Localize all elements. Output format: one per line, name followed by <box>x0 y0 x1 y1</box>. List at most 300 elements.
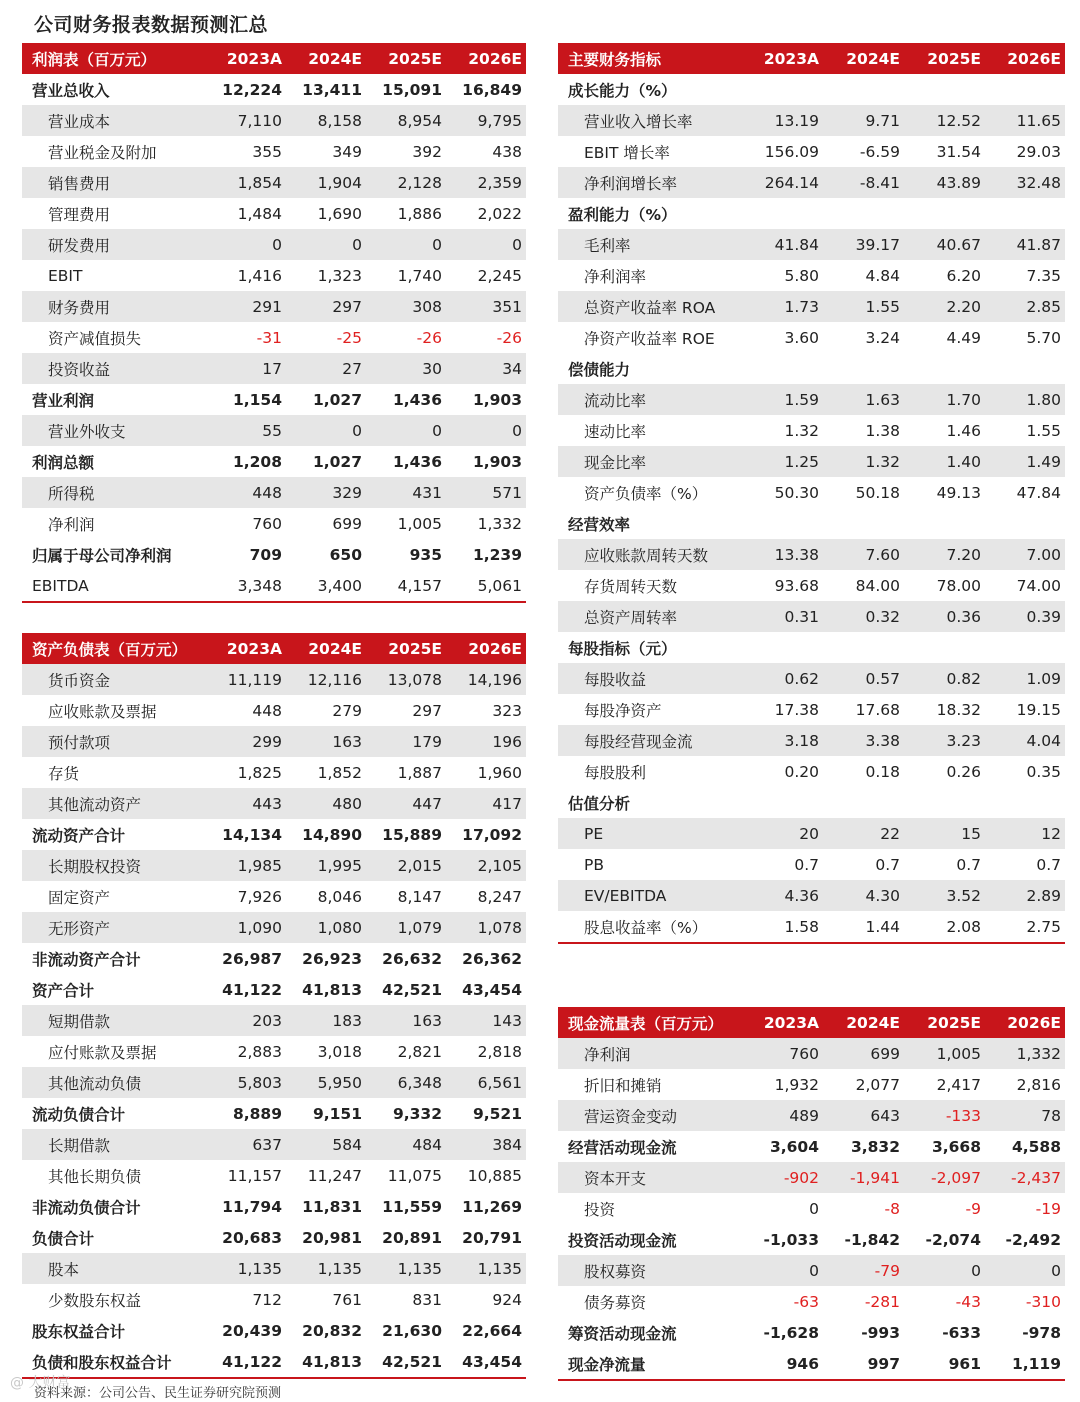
cell-value: 3,832 <box>823 1131 904 1162</box>
table-row <box>22 1005 526 1036</box>
table-row <box>22 1346 526 1378</box>
cell-value: 1.25 <box>743 446 823 477</box>
cell-value: 50.18 <box>823 477 904 508</box>
row-label: 经营活动现金流 <box>558 1131 743 1162</box>
table-row <box>22 322 526 353</box>
row-label: 净利润 <box>558 1038 743 1069</box>
cell-value: 1,995 <box>286 850 366 881</box>
cash-flow-table <box>558 1007 1065 1381</box>
cell-value: 447 <box>366 788 446 819</box>
row-label: 管理费用 <box>22 198 206 229</box>
cell-value: 1,903 <box>446 446 526 477</box>
cell-value: 355 <box>206 136 286 167</box>
cell-value: 0.7 <box>904 849 985 880</box>
cell-value: 7,926 <box>206 881 286 912</box>
cell-value <box>743 787 823 818</box>
cell-value: 42,521 <box>366 974 446 1005</box>
cell-value: 156.09 <box>743 136 823 167</box>
table-row <box>558 384 1065 415</box>
table-row <box>558 353 1065 384</box>
cell-value: -8.41 <box>823 167 904 198</box>
cell-value: 6,561 <box>446 1067 526 1098</box>
cell-value: 1.55 <box>985 415 1065 446</box>
row-label: 现金比率 <box>558 446 743 477</box>
row-label: 净资产收益率 ROE <box>558 322 743 353</box>
cell-value: 1,135 <box>446 1253 526 1284</box>
cell-value: 14,196 <box>446 664 526 695</box>
cell-value: 7.20 <box>904 539 985 570</box>
cell-value <box>743 632 823 663</box>
row-label: 固定资产 <box>22 881 206 912</box>
table-row <box>22 1129 526 1160</box>
cell-value: 0 <box>286 415 366 446</box>
cell-value <box>743 198 823 229</box>
cell-value: -993 <box>823 1317 904 1348</box>
cell-value: 84.00 <box>823 570 904 601</box>
cell-value: 50.30 <box>743 477 823 508</box>
table-row <box>558 508 1065 539</box>
cell-value: 291 <box>206 291 286 322</box>
cell-value: 0.62 <box>743 663 823 694</box>
cell-value: -978 <box>985 1317 1065 1348</box>
cell-value: 26,362 <box>446 943 526 974</box>
row-label: 偿债能力 <box>558 353 743 384</box>
cell-value: 760 <box>206 508 286 539</box>
row-label: 总资产周转率 <box>558 601 743 632</box>
cell-value: 1,027 <box>286 446 366 477</box>
cell-value: -902 <box>743 1162 823 1193</box>
cell-value <box>904 353 985 384</box>
cell-value: 20,891 <box>366 1222 446 1253</box>
cell-value: 2,816 <box>985 1069 1065 1100</box>
table-row <box>558 1131 1065 1162</box>
cell-value: 7.60 <box>823 539 904 570</box>
cell-value: 0.36 <box>904 601 985 632</box>
cell-value: 9,795 <box>446 105 526 136</box>
table-row <box>558 1100 1065 1131</box>
cell-value: 18.32 <box>904 694 985 725</box>
row-label: EBIT 增长率 <box>558 136 743 167</box>
year-header: 2025E <box>366 43 446 74</box>
cell-value: 1.59 <box>743 384 823 415</box>
cell-value: 12 <box>985 818 1065 849</box>
cell-value: 22 <box>823 818 904 849</box>
cell-value: 14,890 <box>286 819 366 850</box>
table-row <box>22 477 526 508</box>
cell-value <box>743 74 823 105</box>
cell-value: 323 <box>446 695 526 726</box>
cell-value: 0.7 <box>985 849 1065 880</box>
cell-value: 0.20 <box>743 756 823 787</box>
row-label: 净利润增长率 <box>558 167 743 198</box>
cell-value: 11,269 <box>446 1191 526 1222</box>
cell-value: 308 <box>366 291 446 322</box>
cell-value: 2,105 <box>446 850 526 881</box>
table-title: 主要财务指标 <box>558 43 743 74</box>
cell-value: 489 <box>743 1100 823 1131</box>
row-label: EV/EBITDA <box>558 880 743 911</box>
cell-value <box>743 353 823 384</box>
cell-value: 4.04 <box>985 725 1065 756</box>
cell-value: 5,061 <box>446 570 526 602</box>
table-row <box>558 694 1065 725</box>
cell-value: -26 <box>366 322 446 353</box>
income-statement-table <box>22 43 526 603</box>
table-row <box>558 787 1065 818</box>
row-label: 总资产收益率 ROA <box>558 291 743 322</box>
cell-value: 8,889 <box>206 1098 286 1129</box>
cell-value: 1.58 <box>743 911 823 943</box>
year-header: 2025E <box>904 43 985 74</box>
table-row <box>558 198 1065 229</box>
cell-value: -6.59 <box>823 136 904 167</box>
table-row <box>22 1098 526 1129</box>
cell-value: 11,559 <box>366 1191 446 1222</box>
cell-value: 571 <box>446 477 526 508</box>
row-label: PB <box>558 849 743 880</box>
cell-value: 1,436 <box>366 446 446 477</box>
cell-value: 163 <box>286 726 366 757</box>
cell-value <box>823 508 904 539</box>
table-row <box>558 1162 1065 1193</box>
year-header: 2025E <box>904 1007 985 1038</box>
cell-value: 3,400 <box>286 570 366 602</box>
cell-value: 0.57 <box>823 663 904 694</box>
cell-value: 41.84 <box>743 229 823 260</box>
cell-value: 12,116 <box>286 664 366 695</box>
row-label: 每股指标（元） <box>558 632 743 663</box>
cell-value: 1,740 <box>366 260 446 291</box>
table-row <box>22 508 526 539</box>
row-label: 每股股利 <box>558 756 743 787</box>
cell-value <box>904 632 985 663</box>
table-row <box>558 446 1065 477</box>
cell-value <box>985 632 1065 663</box>
cell-value: 1.80 <box>985 384 1065 415</box>
cell-value: -1,033 <box>743 1224 823 1255</box>
cell-value: 1,332 <box>985 1038 1065 1069</box>
table-row <box>22 788 526 819</box>
cell-value: 2,022 <box>446 198 526 229</box>
table-row <box>22 695 526 726</box>
table-row <box>558 415 1065 446</box>
table-row <box>558 136 1065 167</box>
table-header-row <box>558 1007 1065 1038</box>
cell-value: 4.84 <box>823 260 904 291</box>
cell-value: 1,887 <box>366 757 446 788</box>
year-header: 2024E <box>286 43 366 74</box>
cell-value: 39.17 <box>823 229 904 260</box>
row-label: 速动比率 <box>558 415 743 446</box>
row-label: 长期借款 <box>22 1129 206 1160</box>
cell-value: 8,046 <box>286 881 366 912</box>
row-label: 成长能力（%） <box>558 74 743 105</box>
row-label: 长期股权投资 <box>22 850 206 881</box>
row-label: 财务费用 <box>22 291 206 322</box>
cell-value: 0 <box>286 229 366 260</box>
row-label: 盈利能力（%） <box>558 198 743 229</box>
cell-value <box>823 353 904 384</box>
row-label: 资本开支 <box>558 1162 743 1193</box>
table-row <box>558 1193 1065 1224</box>
cell-value: 448 <box>206 695 286 726</box>
cell-value: 584 <box>286 1129 366 1160</box>
cell-value: 43,454 <box>446 1346 526 1378</box>
cell-value: 17,092 <box>446 819 526 850</box>
cell-value: 0 <box>985 1255 1065 1286</box>
row-label: 所得税 <box>22 477 206 508</box>
cell-value: 3.24 <box>823 322 904 353</box>
cell-value: 1,886 <box>366 198 446 229</box>
cell-value: 349 <box>286 136 366 167</box>
cell-value: 40.67 <box>904 229 985 260</box>
cell-value: 4,157 <box>366 570 446 602</box>
cell-value: 11,119 <box>206 664 286 695</box>
cell-value: 2,883 <box>206 1036 286 1067</box>
cell-value: 5,803 <box>206 1067 286 1098</box>
cell-value: 0 <box>743 1255 823 1286</box>
table-row <box>22 415 526 446</box>
cell-value: 15,889 <box>366 819 446 850</box>
cell-value: 6,348 <box>366 1067 446 1098</box>
cell-value <box>904 198 985 229</box>
year-header: 2026E <box>446 43 526 74</box>
cell-value: 1,080 <box>286 912 366 943</box>
cell-value: 935 <box>366 539 446 570</box>
key-indicators-table <box>558 43 1065 944</box>
row-label: 营运资金变动 <box>558 1100 743 1131</box>
table-row <box>22 1160 526 1191</box>
cell-value: 11,794 <box>206 1191 286 1222</box>
table-row <box>558 167 1065 198</box>
cell-value: 637 <box>206 1129 286 1160</box>
cell-value: 11,075 <box>366 1160 446 1191</box>
cell-value: -26 <box>446 322 526 353</box>
year-header: 2025E <box>366 633 446 664</box>
row-label: 折旧和摊销 <box>558 1069 743 1100</box>
cell-value: 438 <box>446 136 526 167</box>
cell-value: 1,854 <box>206 167 286 198</box>
cell-value: -79 <box>823 1255 904 1286</box>
cell-value: 41,122 <box>206 1346 286 1378</box>
cell-value: 0.7 <box>823 849 904 880</box>
cell-value: 2,015 <box>366 850 446 881</box>
cell-value: 8,247 <box>446 881 526 912</box>
table-row <box>22 291 526 322</box>
table-row <box>22 105 526 136</box>
table-row <box>22 1253 526 1284</box>
cell-value: 26,632 <box>366 943 446 974</box>
cell-value: 12,224 <box>206 74 286 105</box>
cell-value <box>985 74 1065 105</box>
row-label: 每股经营现金流 <box>558 725 743 756</box>
cell-value: 1.63 <box>823 384 904 415</box>
cell-value: 297 <box>286 291 366 322</box>
cell-value: -310 <box>985 1286 1065 1317</box>
row-label: 现金净流量 <box>558 1348 743 1380</box>
cell-value: 1.73 <box>743 291 823 322</box>
cell-value: 20,981 <box>286 1222 366 1253</box>
cell-value: 0.18 <box>823 756 904 787</box>
cell-value: 831 <box>366 1284 446 1315</box>
row-label: 应付账款及票据 <box>22 1036 206 1067</box>
cell-value: 1.38 <box>823 415 904 446</box>
row-label: 投资收益 <box>22 353 206 384</box>
table-row <box>22 74 526 105</box>
row-label: 净利润率 <box>558 260 743 291</box>
cell-value: 2,245 <box>446 260 526 291</box>
table-row <box>558 1069 1065 1100</box>
row-label: 应收账款及票据 <box>22 695 206 726</box>
cell-value: 16,849 <box>446 74 526 105</box>
cell-value: 5.70 <box>985 322 1065 353</box>
cell-value <box>904 74 985 105</box>
cell-value: 143 <box>446 1005 526 1036</box>
row-label: 每股净资产 <box>558 694 743 725</box>
table-row <box>22 1222 526 1253</box>
balance-sheet-table <box>22 633 526 1379</box>
cell-value: 7.00 <box>985 539 1065 570</box>
row-label: 营业利润 <box>22 384 206 415</box>
table-row <box>22 353 526 384</box>
table-row <box>558 570 1065 601</box>
cell-value: 1,932 <box>743 1069 823 1100</box>
row-label: 筹资活动现金流 <box>558 1317 743 1348</box>
table-title: 现金流量表（百万元） <box>558 1007 743 1038</box>
cell-value: 3,348 <box>206 570 286 602</box>
cell-value: 2,077 <box>823 1069 904 1100</box>
row-label: 少数股东权益 <box>22 1284 206 1315</box>
cell-value: 417 <box>446 788 526 819</box>
cell-value: -43 <box>904 1286 985 1317</box>
cell-value <box>904 787 985 818</box>
cell-value: 20,439 <box>206 1315 286 1346</box>
cell-value <box>823 74 904 105</box>
table-row <box>22 136 526 167</box>
row-label: 资产合计 <box>22 974 206 1005</box>
cell-value: 1,985 <box>206 850 286 881</box>
table-row <box>22 1036 526 1067</box>
row-label: 其他流动负债 <box>22 1067 206 1098</box>
cell-value: 26,923 <box>286 943 366 974</box>
cell-value: 1,154 <box>206 384 286 415</box>
table-row <box>22 943 526 974</box>
cell-value: 0.35 <box>985 756 1065 787</box>
row-label: 非流动资产合计 <box>22 943 206 974</box>
row-label: 营业成本 <box>22 105 206 136</box>
year-header: 2024E <box>823 1007 904 1038</box>
cell-value: 299 <box>206 726 286 757</box>
table-header-row <box>22 43 526 74</box>
cell-value: 431 <box>366 477 446 508</box>
table-row <box>22 912 526 943</box>
cell-value: 20,683 <box>206 1222 286 1253</box>
cell-value: 17.68 <box>823 694 904 725</box>
cell-value: 3,018 <box>286 1036 366 1067</box>
cell-value: 3.60 <box>743 322 823 353</box>
table-row <box>558 539 1065 570</box>
cell-value: 384 <box>446 1129 526 1160</box>
cell-value: 2.20 <box>904 291 985 322</box>
page-title: 公司财务报表数据预测汇总 <box>34 14 269 36</box>
row-label: 存货 <box>22 757 206 788</box>
cell-value: 3,604 <box>743 1131 823 1162</box>
cell-value: 1,135 <box>206 1253 286 1284</box>
table-row <box>22 974 526 1005</box>
cell-value: -2,437 <box>985 1162 1065 1193</box>
cell-value <box>985 508 1065 539</box>
cell-value: 0.7 <box>743 849 823 880</box>
table-row <box>22 881 526 912</box>
year-header: 2023A <box>743 1007 823 1038</box>
cell-value: 1,119 <box>985 1348 1065 1380</box>
cell-value: 1,960 <box>446 757 526 788</box>
cell-value: 0 <box>446 229 526 260</box>
cell-value: 1,825 <box>206 757 286 788</box>
row-label: 估值分析 <box>558 787 743 818</box>
cell-value: 163 <box>366 1005 446 1036</box>
cell-value: 1.32 <box>823 446 904 477</box>
cell-value: 2,128 <box>366 167 446 198</box>
table-row <box>558 322 1065 353</box>
table-row <box>558 260 1065 291</box>
cell-value: 8,954 <box>366 105 446 136</box>
cell-value: -25 <box>286 322 366 353</box>
row-label: 股权募资 <box>558 1255 743 1286</box>
cell-value: 297 <box>366 695 446 726</box>
row-label: 股本 <box>22 1253 206 1284</box>
row-label: 研发费用 <box>22 229 206 260</box>
watermark-logo: @ 大财富 <box>10 1375 71 1391</box>
row-label: 股息收益率（%） <box>558 911 743 943</box>
cell-value: 448 <box>206 477 286 508</box>
cell-value <box>985 353 1065 384</box>
cell-value: -31 <box>206 322 286 353</box>
row-label: EBIT <box>22 260 206 291</box>
row-label: 营业总收入 <box>22 74 206 105</box>
table-row <box>22 819 526 850</box>
cell-value: 27 <box>286 353 366 384</box>
table-row <box>558 601 1065 632</box>
cell-value: 14,134 <box>206 819 286 850</box>
cell-value: 26,987 <box>206 943 286 974</box>
cell-value: -133 <box>904 1100 985 1131</box>
table-row <box>22 1067 526 1098</box>
cell-value <box>823 198 904 229</box>
cell-value: 480 <box>286 788 366 819</box>
cell-value: 78.00 <box>904 570 985 601</box>
cell-value: 3.18 <box>743 725 823 756</box>
cell-value: 4,588 <box>985 1131 1065 1162</box>
table-row <box>22 850 526 881</box>
cell-value: 1,903 <box>446 384 526 415</box>
table-row <box>558 663 1065 694</box>
cell-value: 7.35 <box>985 260 1065 291</box>
cell-value: 11,831 <box>286 1191 366 1222</box>
cell-value: 13.19 <box>743 105 823 136</box>
cell-value: 712 <box>206 1284 286 1315</box>
cell-value: 11,157 <box>206 1160 286 1191</box>
cell-value: -2,097 <box>904 1162 985 1193</box>
row-label: 负债和股东权益合计 <box>22 1346 206 1378</box>
cell-value: 43.89 <box>904 167 985 198</box>
cell-value: 997 <box>823 1348 904 1380</box>
table-row <box>22 1315 526 1346</box>
cell-value: 20,791 <box>446 1222 526 1253</box>
row-label: 归属于母公司净利润 <box>22 539 206 570</box>
cell-value: 30 <box>366 353 446 384</box>
cell-value: 0.26 <box>904 756 985 787</box>
